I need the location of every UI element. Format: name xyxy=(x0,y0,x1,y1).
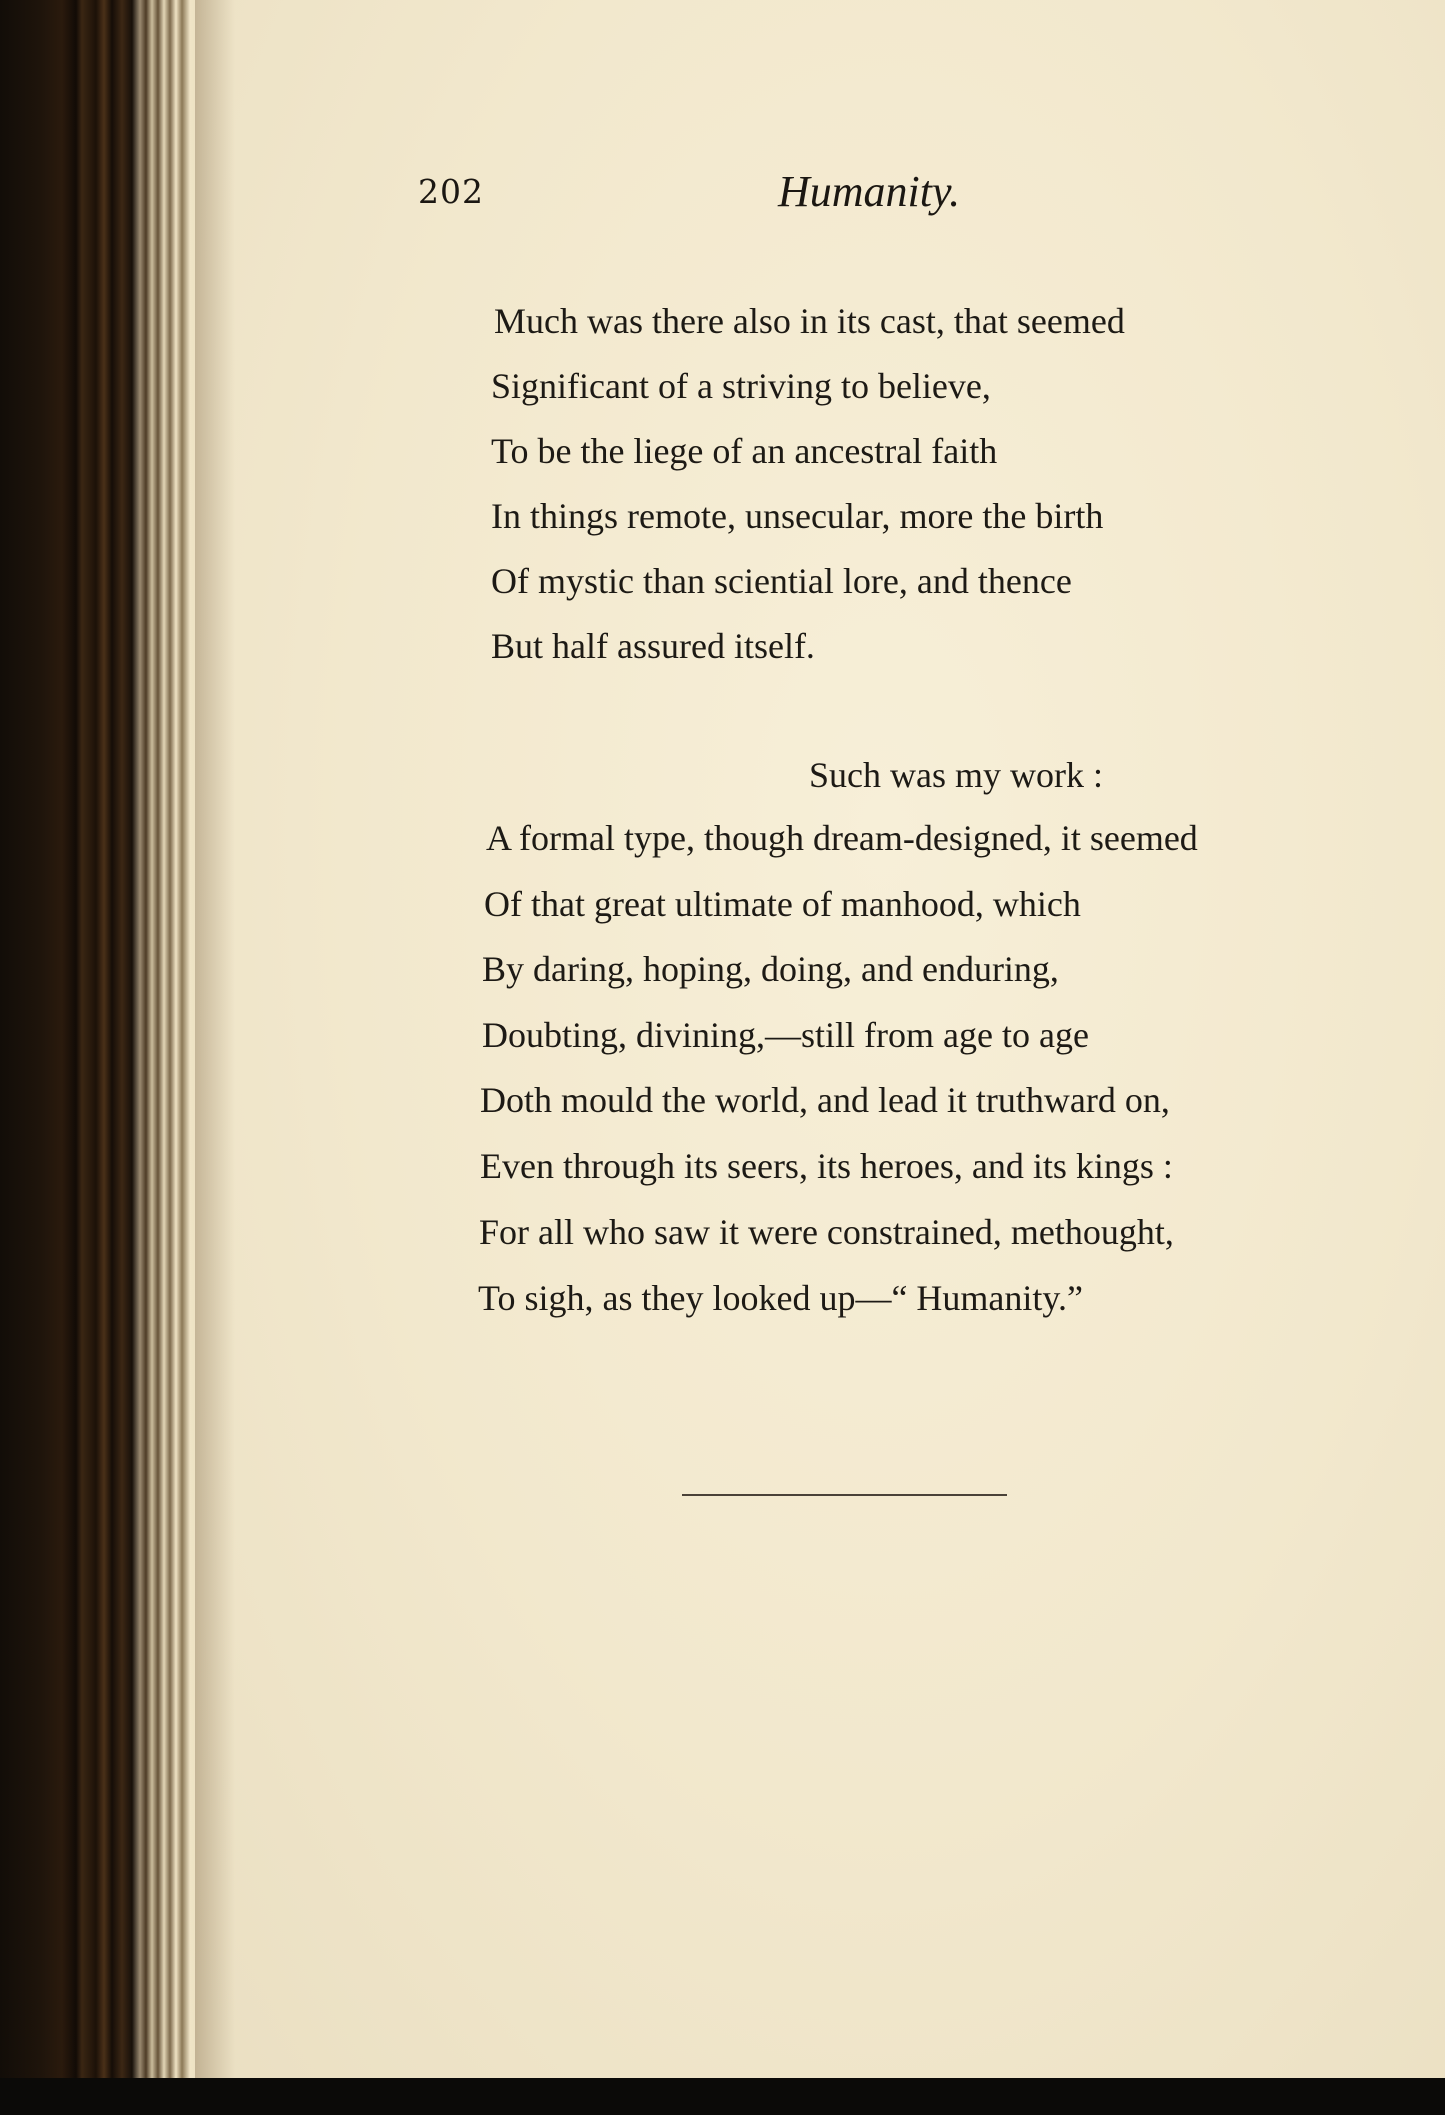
verse-line: To sigh, as they looked up—“ Humanity.” xyxy=(478,1278,1084,1318)
verse-line: By daring, hoping, doing, and enduring, xyxy=(482,949,1059,989)
scan-border xyxy=(0,2078,1445,2115)
verse-line: Of mystic than sciential lore, and thence xyxy=(491,561,1072,601)
verse-line: A formal type, though dream-designed, it seemed xyxy=(486,818,1198,858)
end-rule xyxy=(682,1494,1007,1496)
verse-line: Doubting, divining,—still from age to age xyxy=(482,1015,1089,1055)
page-number: 202 xyxy=(418,172,484,211)
page-header xyxy=(0,167,1445,232)
verse-line: Even through its seers, its heroes, and its kings : xyxy=(480,1146,1173,1186)
verse-line: Doth mould the world, and lead it truthward on, xyxy=(480,1080,1170,1120)
book-page-edges xyxy=(0,0,205,2078)
verse-line: For all who saw it were constrained, methought, xyxy=(479,1212,1174,1252)
verse-line: Much was there also in its cast, that seemed xyxy=(494,301,1125,341)
verse-line: Of that great ultimate of manhood, which xyxy=(484,884,1081,924)
verse-line: In things remote, unsecular, more the birth xyxy=(491,496,1104,536)
verse-line: But half assured itself. xyxy=(491,626,815,666)
verse-line-lead: Such was my work : xyxy=(809,755,1103,795)
verse-line: To be the liege of an ancestral faith xyxy=(491,431,998,471)
verse-line: Significant of a striving to believe, xyxy=(491,366,991,406)
running-title: Humanity. xyxy=(778,167,961,216)
